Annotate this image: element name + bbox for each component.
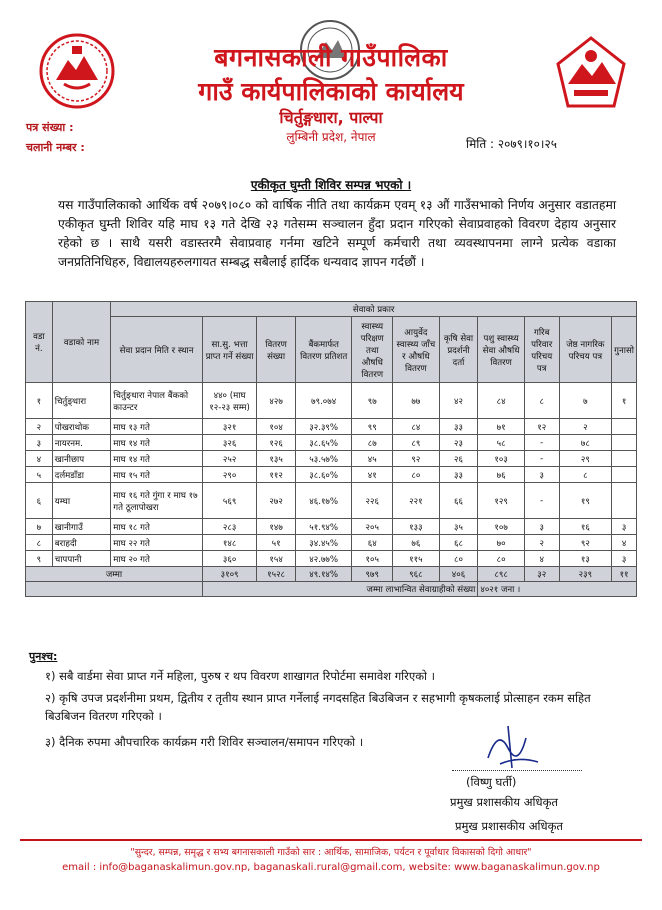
table-cell-poor: - [524,451,559,467]
table-cell-bank: ४६.१७% [295,483,351,519]
date-label: मिति : [466,137,495,151]
table-cell-name: बराहदी [52,535,111,551]
letter-subject: एकीकृत घुम्ती शिविर सम्पन्न भएको । [250,178,412,192]
table-cell-health: ८७ [352,435,393,451]
table-cell-dist: १३५ [257,451,296,467]
table-row [26,551,637,567]
table-cell-senior: ९२ [559,535,612,551]
col-service-type: सेवाको प्रकार [111,302,637,317]
table-cell-date: माघ २२ गते [111,535,203,551]
org-name: बगनासकाली गाउँपालिका [214,43,448,72]
table-row [26,483,637,519]
table-cell-ayur: ७७ [393,383,440,419]
table-cell-dist: १२६ [257,435,296,451]
table-cell-date: माघ १४ गते [111,435,203,451]
footer-slogan: "सुन्दर, सम्पन्न, समृद्ध र सभ्य बगनासकाली गाउँको सार : आर्थिक, सामाजिक, पर्यटन र पूर्वाधार विकासको दिगो आधार" [130,847,532,858]
table-cell-ss: ४४० (माघ १२-२३ सम्म) [202,383,256,419]
table-cell-ss: ३६० [202,551,256,567]
table-cell-no: ७ [26,519,53,535]
table-cell-dist: ४२७ [257,383,296,419]
table-cell-vet: ८४ [478,383,525,419]
total-cell-bank: ४९.१४% [295,567,351,582]
col-ward-no: वडा नं. [26,302,53,383]
table-cell-complaint: ३ [612,519,637,535]
col-ward-name: वडाको नाम [52,302,111,383]
table-cell-complaint [612,435,637,451]
table-cell-bank: ५३.५७% [295,451,351,467]
table-cell-name: दर्लमडाँडा [52,467,111,483]
table-cell-ayur: ८९ [393,435,440,451]
table-cell-date: माघ १६ गते गुंगा र माघ १७ गते ठूलापोखरा [111,483,203,519]
table-cell-vet: ५८ [478,435,525,451]
table-cell-complaint: ४ [612,535,637,551]
office-name: गाउँ कार्यपालिकाको कार्यालय [198,77,464,106]
table-cell-date: माघ १३ गते [111,419,203,435]
table-cell-name: यम्घा [52,483,111,519]
col-poor: गरिब परिवार परिचय पत्र [524,317,559,383]
table-cell-name: खानीछाप [52,451,111,467]
total-cell-agri: ४०६ [439,567,478,582]
signatory-stamp-title: प्रमुख प्रशासकीय अधिकृत [455,819,563,833]
table-cell-date: माघ १५ गते [111,467,203,483]
table-cell-senior: २ [559,419,612,435]
table-cell-agri: ३३ [439,467,478,483]
table-cell-agri: ६८ [439,535,478,551]
table-cell-ss: २८३ [202,519,256,535]
table-cell-ss: ३२६ [202,435,256,451]
table-cell-name: खानीगाउँ [52,519,111,535]
table-cell-ayur: १३३ [393,519,440,535]
table-cell-agri: ६६ [439,483,478,519]
col-vet: पशु स्वास्थ्य सेवा औषधि वितरण [478,317,525,383]
table-cell-ss: २५२ [202,451,256,467]
note-item: १) सबै वार्डमा सेवा प्राप्त गर्ने महिला, पुरुष र थप विवरण शाखागत रिपोर्टमा समावेश गरिएको । [45,669,436,683]
col-bank: बैंकमार्फत वितरण प्रतिशत [295,317,351,383]
table-row [26,467,637,483]
table-cell-vet: १०३ [478,451,525,467]
table-cell-no: ८ [26,535,53,551]
col-dist: वितरण संख्या [257,317,296,383]
table-grand-row [26,582,637,597]
table-cell-date: माघ २० गते [111,551,203,567]
table-cell-complaint: ३ [612,551,637,567]
table-cell-ayur: ७६ [393,535,440,551]
table-cell-ss: २९० [202,467,256,483]
date-value: २०७९।१०।२५ [497,137,557,151]
table-cell-senior: २९ [559,451,612,467]
table-cell-ss: १४८ [202,535,256,551]
table-cell-no: ४ [26,451,53,467]
table-cell-date: चिर्तुङ्धारा नेपाल बैंकको काउन्टर [111,383,203,419]
table-cell-health: ४५ [352,451,393,467]
table-cell-senior: ८ [559,467,612,483]
table-cell-agri: ८० [439,551,478,567]
table-cell-poor: २ [524,535,559,551]
table-cell-complaint [612,483,637,519]
table-cell-health: १०५ [352,551,393,567]
letter-date [466,135,557,152]
table-cell-health: ४१ [352,467,393,483]
table-cell-ayur: ८० [393,467,440,483]
total-cell-health: ९७९ [352,567,393,582]
table-cell-dist: १०४ [257,419,296,435]
table-row [26,383,637,419]
table-cell-bank: ३४.४५% [295,535,351,551]
table-cell-bank: ३८.६५% [295,435,351,451]
table-cell-bank: ७९.०७४ [295,383,351,419]
table-cell-vet: ८० [478,551,525,567]
table-cell-dist: १५४ [257,551,296,567]
table-cell-agri: ३३ [439,419,478,435]
table-cell-bank: ४२.७७% [295,551,351,567]
footer-contact: email : info@baganaskalimun.gov.np, baganaskali.rural@gmail.com, website: www.baganaskalimun.gov.np [62,862,600,873]
province-name: लुम्बिनी प्रदेश, नेपाल [286,130,376,144]
col-agri: कृषि सेवा प्रदर्शनी दर्ता [439,317,478,383]
service-table [25,301,637,597]
total-cell-complaint: ११ [612,567,637,582]
table-cell-vet: ७१ [478,419,525,435]
table-cell-name: चिर्तुङ्धारा [52,383,111,419]
table-cell-dist: १४७ [257,519,296,535]
total-cell-ayur: ९६८ [393,567,440,582]
grand-spacer [26,582,203,597]
signature-icon [478,718,548,776]
table-cell-health: ९७ [352,383,393,419]
table-cell-name: चापपानी [52,551,111,567]
table-row [26,419,637,435]
table-cell-senior: १३ [559,551,612,567]
table-cell-health: २०५ [352,519,393,535]
col-ayur: आयुर्वेद स्वास्थ्य जाँच र औषधि वितरण [393,317,440,383]
table-cell-poor: १२ [524,419,559,435]
col-ss: सा.सु. भत्ता प्राप्त गर्ने संख्या [202,317,256,383]
table-cell-no: १ [26,383,53,419]
total-cell-ss: ३१०९ [202,567,256,582]
table-cell-agri: २३ [439,435,478,451]
table-cell-no: ३ [26,435,53,451]
table-row [26,519,637,535]
table-cell-bank: ३८.६०% [295,467,351,483]
total-cell-senior: २३९ [559,567,612,582]
total-cell-poor: ३२ [524,567,559,582]
office-location: चिर्तुङ्गधारा, पाल्पा [279,108,383,127]
col-health: स्वास्थ्य परिक्षण तथा औषधि वितरण [352,317,393,383]
col-senior: जेष्ठ नागरिक परिचय पत्र [559,317,612,383]
col-complaint: गुनासो [612,317,637,383]
table-cell-agri: ४२ [439,383,478,419]
table-cell-bank: ३२.३९% [295,419,351,435]
table-cell-poor: ३ [524,467,559,483]
table-cell-date: माघ १४ गते [111,451,203,467]
table-cell-senior: ७ [559,383,612,419]
table-cell-vet: ७० [478,535,525,551]
table-cell-ss: ३२१ [202,419,256,435]
table-row [26,451,637,467]
table-cell-no: २ [26,419,53,435]
col-date-place: सेवा प्रदान मिति र स्थान [111,317,203,383]
table-cell-name: पोखराथोक [52,419,111,435]
footer-divider [20,839,642,841]
total-cell-dist: १५२८ [257,567,296,582]
table-cell-ayur: २२१ [393,483,440,519]
total-cell-vet: ८९८ [478,567,525,582]
table-cell-no: ५ [26,467,53,483]
table-cell-complaint [612,467,637,483]
signature-line [452,770,582,771]
table-cell-poor: ४ [524,551,559,567]
table-cell-poor: ३ [524,519,559,535]
table-cell-agri: ३५ [439,519,478,535]
table-cell-health: ६४ [352,535,393,551]
table-cell-senior: १६ [559,519,612,535]
table-cell-ayur: ९२ [393,451,440,467]
table-cell-date: माघ १८ गते [111,519,203,535]
table-cell-bank: ५१.९४% [295,519,351,535]
table-cell-ayur: ११५ [393,551,440,567]
letter-body: यस गाउँपालिकाको आर्थिक वर्ष २०७९।०८० को वार्षिक नीति तथा कार्यक्रम एवम् १३ औं गाउँसभाको निर्णय अनुसार वडातहमा एकीकृत घुम्ती शिविर यहि माघ १३ गते देखि २३ गतेसम्म सञ्चालन हुँदा प्रदान गरिएको सेवाप्रवाहको विवरण देहाय अनुसार रहेको छ । साथै यसरी वडास्तरमै सेवाप्रवाह गर्नमा खटिने सम्पूर्ण कर्मचारी तथा व्यवस्थापनमा लाग्ने प्रत्येक वडाका जनप्रतिनिधिहरु, विद्यालयहरुलगायत सम्बद्ध सबैलाई हार्दिक धन्यवाद ज्ञापन गर्दछौं । [58,198,616,269]
table-cell-complaint: १ [612,383,637,419]
table-cell-vet: ७६ [478,467,525,483]
total-label: जम्मा [26,567,203,582]
notes-heading: पुनश्च: [29,650,58,663]
table-cell-poor: - [524,435,559,451]
table-cell-poor: - [524,483,559,519]
table-cell-health: ९९ [352,419,393,435]
table-row [26,435,637,451]
table-total-row [26,567,637,582]
table-cell-senior: ७८ [559,435,612,451]
letter-no-label: पत्र संख्या : [26,121,74,134]
dispatch-no-label: चलानी नम्बर : [26,141,85,154]
note-item: २) कृषि उपज प्रदर्शनीमा प्रथम, द्वितीय र तृतीय स्थान प्राप्त गर्नेलाई नगदसहित बिउबिजन र सहभागी कृषकलाई प्रोत्साहन रकम सहित बिउबिजन वितरण गरिएको । [45,691,591,723]
table-cell-senior: १९ [559,483,612,519]
table-cell-dist: २७२ [257,483,296,519]
signatory-title: प्रमुख प्रशासकीय अधिकृत [450,795,558,809]
table-row [26,535,637,551]
grand-label: जम्मा लाभान्वित सेवाग्राहीको संख्या [202,582,477,597]
table-cell-ayur: ८४ [393,419,440,435]
table-cell-ss: ५६९ [202,483,256,519]
table-cell-no: ६ [26,483,53,519]
table-cell-health: २२६ [352,483,393,519]
table-cell-poor: ८ [524,383,559,419]
table-cell-name: नायरनम. [52,435,111,451]
table-cell-complaint [612,419,637,435]
signatory-name: (विष्णु घर्ती) [466,775,517,789]
table-cell-vet: १०७ [478,519,525,535]
table-cell-dist: ५१ [257,535,296,551]
table-cell-vet: १२९ [478,483,525,519]
table-cell-agri: २६ [439,451,478,467]
table-cell-dist: ११२ [257,467,296,483]
grand-value: ४०२१ जना । [478,582,637,597]
table-cell-complaint [612,451,637,467]
note-item: ३) दैनिक रुपमा औपचारिक कार्यक्रम गरी शिविर सञ्चालन/समापन गरिएको । [45,735,364,749]
table-cell-no: ९ [26,551,53,567]
